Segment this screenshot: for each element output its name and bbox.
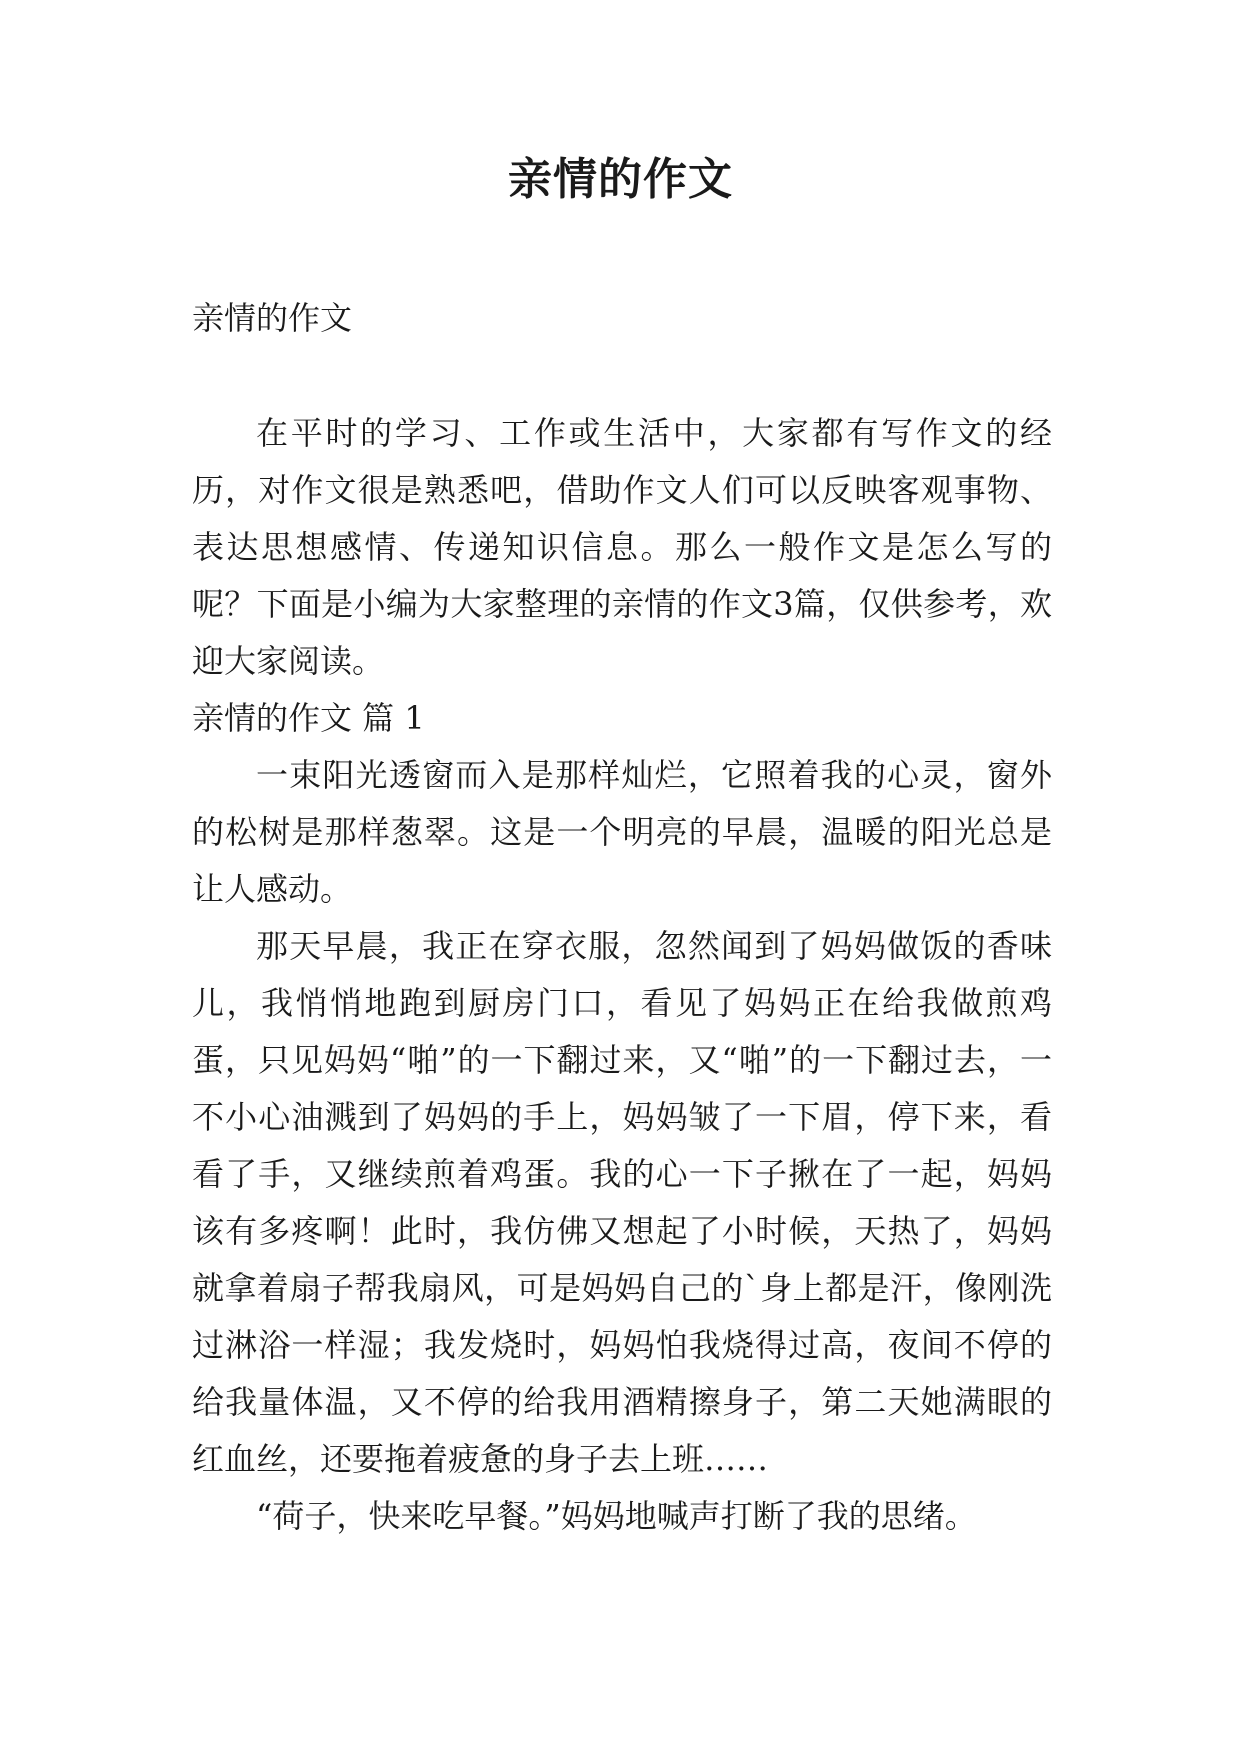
intro-paragraph: 在平时的学习、工作或生活中，大家都有写作文的经历，对作文很是熟悉吧，借助作文人们可以反映客观事物、表达思想感情、传递知识信息。那么一般作文是怎么写的呢？下面是小编为大家整理的亲情的作文3篇，仅供参考，欢迎大家阅读。 xyxy=(192,414,1052,680)
document-title: 亲情的作文 xyxy=(508,154,733,205)
section-heading: 亲情的作文 篇 1 xyxy=(192,699,425,737)
body-paragraph: 那天早晨，我正在穿衣服，忽然闻到了妈妈做饭的香味儿，我悄悄地跑到厨房门口，看见了妈妈正在给我做煎鸡蛋，只见妈妈“啪”的一下翻过来，又“啪”的一下翻过去，一不小心油溅到了妈妈的手上，妈妈皱了一下眉，停下来，看看了手，又继续煎着鸡蛋。我的心一下子揪在了一起，妈妈该有多疼啊！此时，我仿佛又想起了小时候，天热了，妈妈就拿着扇子帮我扇风，可是妈妈自己的`身上都是汗，像刚洗过淋浴一样湿；我发烧时，妈妈怕我烧得过高，夜间不停的给我量体温，又不停的给我用酒精擦身子，第二天她满眼的红血丝，还要拖着疲惫的身子去上班…… xyxy=(192,927,1052,1478)
body-paragraph: 一束阳光透窗而入是那样灿烂，它照着我的心灵，窗外的松树是那样葱翠。这是一个明亮的早晨，温暖的阳光总是让人感动。 xyxy=(192,756,1052,908)
body-paragraph: “荷子，快来吃早餐。”妈妈地喊声打断了我的思绪。 xyxy=(256,1497,977,1535)
document-subtitle: 亲情的作文 xyxy=(192,299,353,337)
document-body xyxy=(192,405,1052,1545)
